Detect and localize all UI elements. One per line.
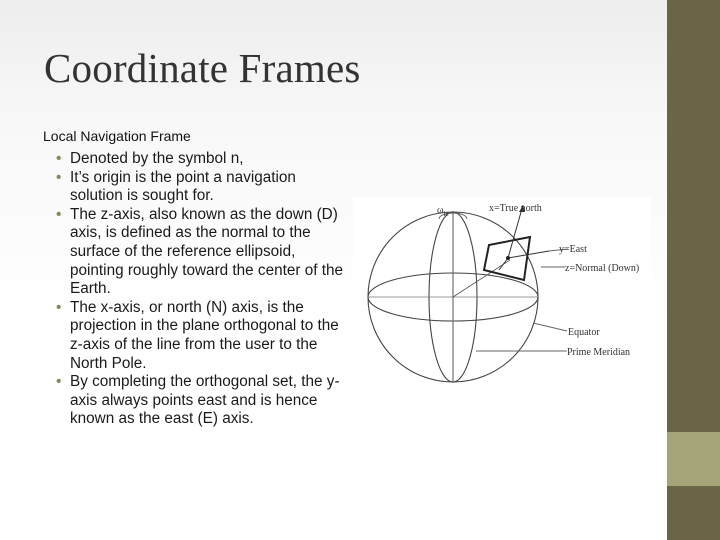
z-axis-label: z=Normal (Down) bbox=[565, 263, 640, 274]
bullet-text: The z-axis, also known as the down (D) axis, is defined as the normal to the surface of the reference ellipsoid, pointing roughly toward the center of the Earth. bbox=[70, 205, 343, 298]
equator-leader-line bbox=[533, 323, 567, 331]
navigation-frame-figure bbox=[353, 197, 651, 389]
section-subheading: Local Navigation Frame bbox=[43, 128, 191, 144]
bullet-item bbox=[44, 206, 349, 299]
bullet-text: Denoted by the symbol n, bbox=[70, 150, 244, 167]
accent-bar-bottom bbox=[667, 486, 720, 540]
accent-bar-light bbox=[667, 432, 720, 486]
x-axis-label: x=True north bbox=[489, 203, 542, 214]
radial-line bbox=[453, 260, 510, 297]
prime-meridian-label: Prime Meridian bbox=[567, 347, 631, 358]
accent-bar-dark bbox=[667, 0, 720, 432]
bullet-list bbox=[44, 150, 349, 429]
user-position-dot bbox=[506, 256, 510, 260]
omega-label: $\omega_{ie}$ bbox=[437, 205, 449, 218]
down-axis-line bbox=[499, 258, 508, 270]
equator-label: Equator bbox=[568, 327, 600, 338]
bullet-item bbox=[44, 150, 349, 169]
bullet-text: By completing the orthogonal set, the y-axis always points east and is hence known as the east (E) axis. bbox=[70, 373, 340, 428]
bullet-item bbox=[44, 169, 349, 206]
y-axis-label: y=East bbox=[559, 244, 587, 255]
slide-title: Coordinate Frames bbox=[44, 45, 361, 91]
bullet-text: The x-axis, or north (N) axis, is the projection in the plane orthogonal to the z-axis of the line from the user to the North Pole. bbox=[70, 298, 339, 372]
bullet-item bbox=[44, 373, 349, 429]
bullet-item bbox=[44, 299, 349, 373]
earth-frame-diagram bbox=[353, 197, 651, 389]
bullet-text: It’s origin is the point a navigation solution is sought for. bbox=[70, 168, 296, 205]
